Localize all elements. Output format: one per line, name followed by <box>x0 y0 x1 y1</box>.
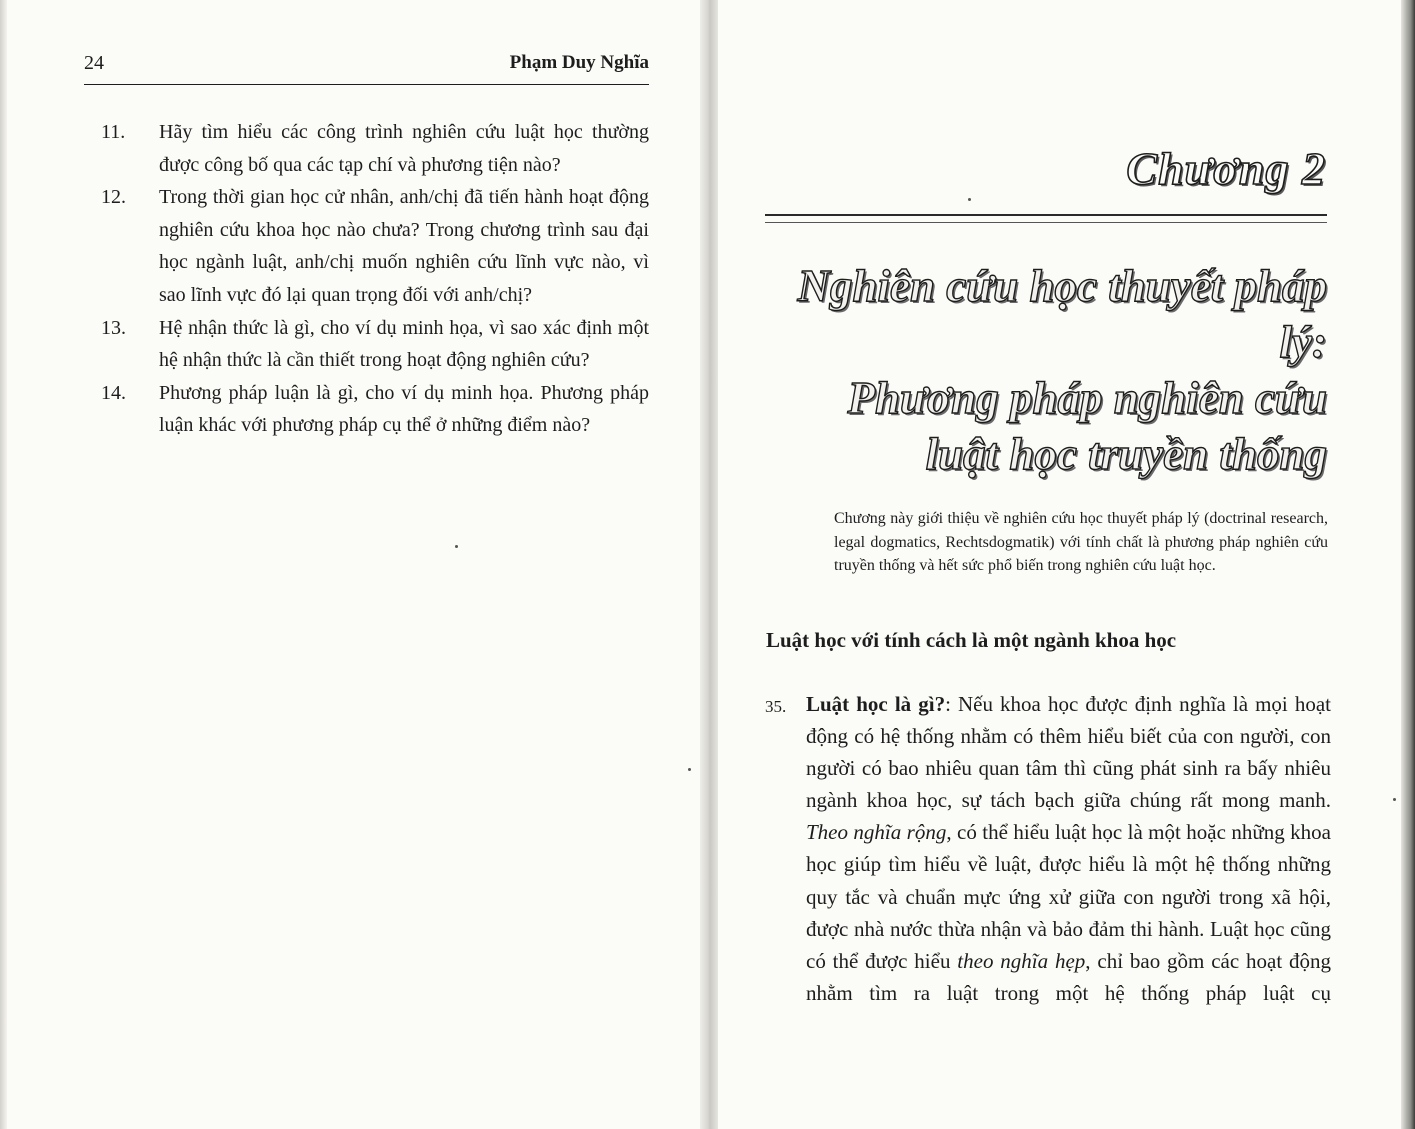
paragraph-emphasis: theo nghĩa hẹp <box>957 948 1086 973</box>
section-heading: Luật học với tính cách là một ngành khoa học <box>766 628 1177 652</box>
page-header <box>84 52 649 85</box>
paragraph-text: : Nếu khoa học được định nghĩa là mọi hoạt động có hệ thống nhằm có thêm hiểu biết của con người, con người có bao nhiêu quan tâm thì cũng phát sinh ra bấy nhiêu ngành khoa học, sự tách bạch giữa chúng rất mong manh. <box>806 692 1331 813</box>
chapter-abstract: Chương này giới thiệu về nghiên cứu học thuyết pháp lý (doctrinal research, legal dogmatics, Rechtsdogmatik) với tính chất là phương pháp nghiên cứu truyền thống và hết sức phổ biến trong nghiên cứu luật học. <box>834 510 1328 574</box>
chapter-title-line: Nghiên cứu học thuyết pháp lý: <box>797 261 1327 367</box>
question-item <box>84 181 649 311</box>
scan-speck <box>1393 798 1396 801</box>
chapter-number: Chương 2 <box>1126 143 1326 194</box>
scan-speck <box>455 545 458 548</box>
scan-speck <box>968 198 971 201</box>
scan-speck <box>688 768 691 771</box>
paragraph-number: 35. <box>765 697 787 716</box>
chapter-title <box>747 258 1327 482</box>
question-number: 14. <box>101 381 126 404</box>
chapter-divider <box>765 214 1327 223</box>
question-number: 11. <box>101 121 126 143</box>
left-book-edge <box>0 0 7 1129</box>
paragraph-text: , chỉ bao gồm các hoạt động nhằm tìm ra luật trong một hệ thống pháp luật cụ <box>806 948 1331 1005</box>
chapter-title-line: Phương pháp nghiên cứu <box>847 373 1327 423</box>
question-number: 13. <box>101 316 126 339</box>
question-text: Trong thời gian học cử nhân, anh/chị đã tiến hành hoạt động nghiên cứu khoa học nào chưa? Trong chương trình sau đại học ngành luật, anh/chị muốn nghiên cứu lĩnh vực nào, vì sao lĩnh vực đó lại quan trọng đối với anh/chị? <box>159 186 649 306</box>
review-questions-list <box>84 116 649 442</box>
question-number: 12. <box>101 186 126 209</box>
question-item <box>84 377 649 442</box>
question-item <box>84 312 649 377</box>
running-head-author: Phạm Duy Nghĩa <box>509 52 649 73</box>
book-gutter <box>700 0 718 1129</box>
body-paragraph <box>765 688 1331 1009</box>
chapter-title-line: luật học truyền thống <box>925 429 1327 479</box>
question-text: Hãy tìm hiểu các công trình nghiên cứu luật học thường được công bố qua các tạp chí và phương tiện nào? <box>159 121 649 176</box>
question-text: Hệ nhận thức là gì, cho ví dụ minh họa, vì sao xác định một hệ nhận thức là cần thiết trong hoạt động nghiên cứu? <box>159 316 649 372</box>
paragraph-text: , có thể hiểu luật học là một hoặc những khoa học giúp tìm hiểu về luật, được hiểu là một hệ thống những quy tắc và chuẩn mực ứng xử giữa con người trong xã hội, được nhà nước thừa nhận và bảo đảm thi hành. Luật học cũng có thể được hiểu <box>806 820 1331 973</box>
right-book-edge <box>1401 0 1415 1129</box>
paragraph-emphasis: Theo nghĩa rộng <box>806 820 947 845</box>
question-item <box>84 116 649 181</box>
question-text: Phương pháp luận là gì, cho ví dụ minh họa. Phương pháp luận khác với phương pháp cụ thể ở những điểm nào? <box>159 381 649 437</box>
page-number: 24 <box>84 52 104 74</box>
paragraph-lead: Luật học là gì? <box>806 692 946 716</box>
